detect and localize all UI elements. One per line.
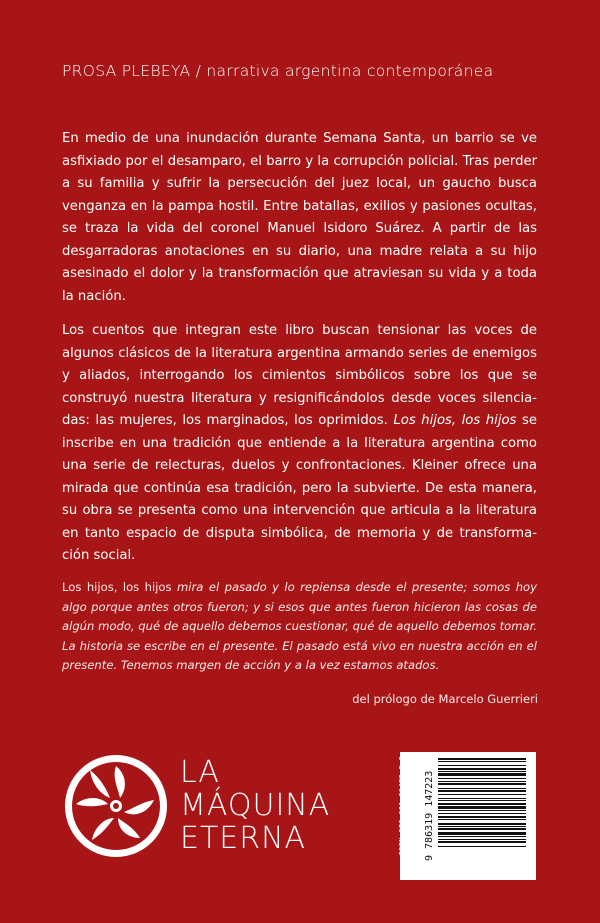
prologue-quote — [62, 578, 537, 676]
back-cover-blurb — [62, 128, 537, 580]
series-line: PROSA PLEBEYA / narrativa argentina contemporánea — [62, 62, 494, 80]
quote-book-title: Los hijos, los hijos — [62, 580, 172, 594]
book-title-italic: Los hijos, los hijos — [393, 413, 517, 428]
quote-attribution: del prólogo de Marcelo Guerrieri — [352, 692, 538, 706]
publisher-name — [180, 756, 330, 855]
blurb-p2-before: Los cuentos que integran este libro buscan tensionar las voces de algunos clásicos de la literatura argentina armando series de enemigos y aliados, interrogando los cimientos simbólicos sobre los que se construyó nuestra literatura y resignificándolos desde voces silenciadas: las mujeres, los marginados, los oprimidos. — [62, 323, 537, 428]
blurb-paragraph-2 — [62, 320, 537, 568]
barcode-bars — [406, 756, 530, 876]
barcode-digits: 9 786319 147223 — [424, 770, 435, 862]
blurb-paragraph-1: En medio de una inundación durante Semana Santa, un barrio se ve asfixiado por el desamparo, el barro y la corrupción policial. Tras perder a su familia y sufrir la persecución del juez local, un gaucho busca venganza en la pampa hostil. Entre batallas, exilios y pasiones ocultas, se traza la vida del coronel Manuel Isidoro Suárez. A partir de las desgarradoras anotaciones en su diario, una madre relata a su hijo asesinado el dolor y la transformación que atraviesan su vida y a toda la nación. — [62, 131, 537, 304]
publisher-line-2: MÁQUINA — [180, 788, 331, 823]
blurb-p2-after: se inscribe en una tradición que entiende a la literatura argentina como una serie de relecturas, duelos y confrontaciones. Kleiner ofrece una mirada que continúa esa tradición, pero la subvierte. De esta manera, su obra se presenta como una intervención que articula a la literatura en tanto espacio de disputa simbólica, de memoria y de transformación social. — [62, 413, 537, 563]
publisher-line-3: ETERNA — [180, 821, 307, 856]
spiral-wheel-logo-icon — [62, 752, 170, 860]
publisher-logo — [62, 752, 342, 872]
quote-text: mira el pasado y lo repiensa desde el presente; somos hoy algo porque antes otros fueron; y si esos que antes fueron hicieron las cosas de algún modo, qué de aquello debemos cuestionar, qué de aquello debemos tomar. La historia se escribe en el presente. El pasado está vivo en nuestra acción en el presente. Tenemos margen de acción y a la vez estamos atados. — [62, 580, 538, 672]
publisher-line-1: LA — [180, 755, 220, 790]
barcode — [400, 752, 536, 880]
